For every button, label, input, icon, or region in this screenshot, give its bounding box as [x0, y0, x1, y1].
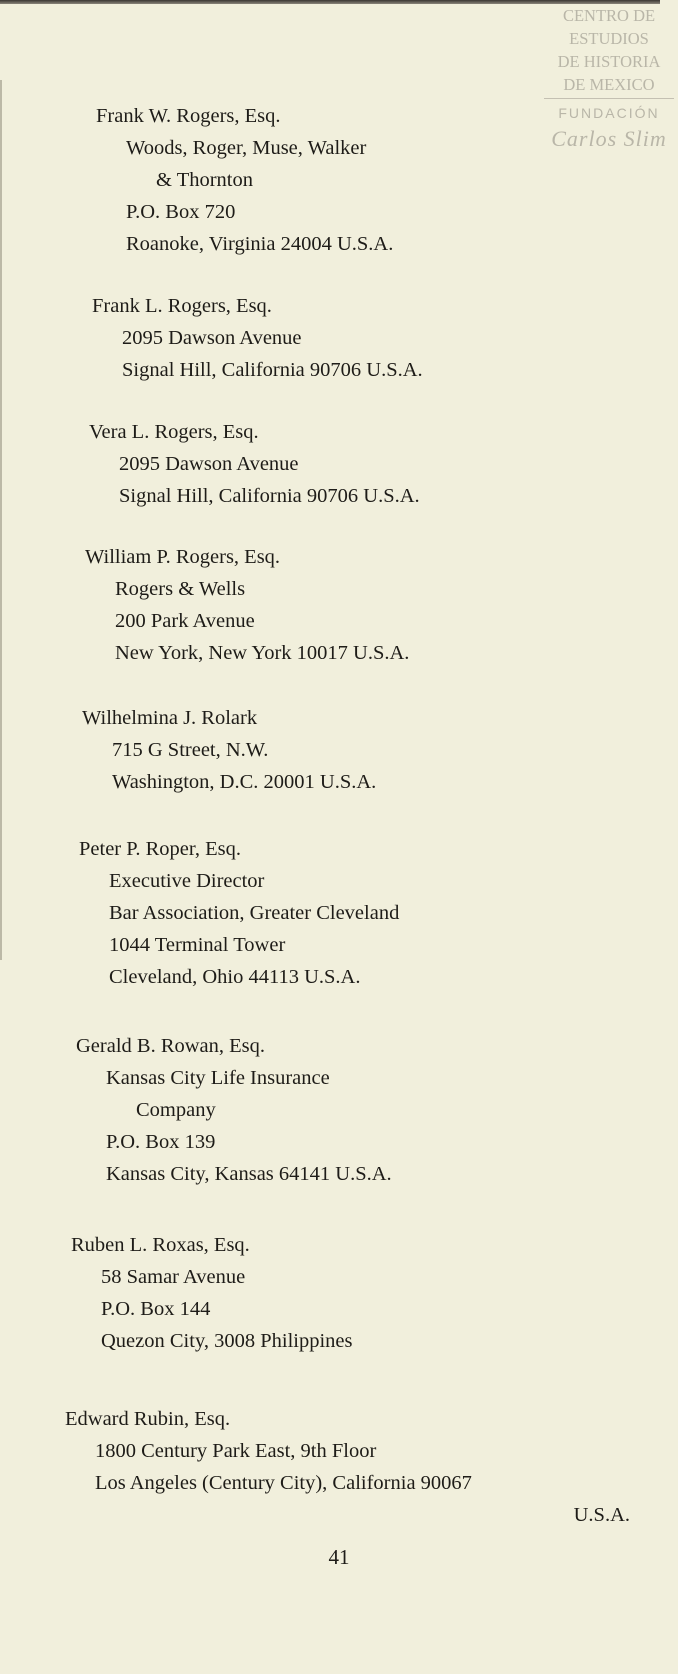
watermark-line-1: CENTRO DE: [562, 6, 656, 25]
entry-address-line: P.O. Box 144: [101, 1298, 211, 1320]
directory-entry: [82, 702, 376, 798]
watermark-line-3: DE HISTORIA: [557, 52, 661, 71]
entry-name: Ruben L. Roxas, Esq.: [71, 1234, 250, 1256]
entry-name: Frank L. Rogers, Esq.: [92, 295, 272, 317]
entry-address-line: Signal Hill, California 90706 U.S.A.: [122, 359, 423, 381]
entry-address-line: Roanoke, Virginia 24004 U.S.A.: [126, 233, 394, 255]
entry-address-line: 715 G Street, N.W.: [112, 739, 269, 761]
entry-address-line: Los Angeles (Century City), California 90067: [95, 1472, 472, 1494]
entry-name: Wilhelmina J. Rolark: [82, 707, 258, 729]
entry-name: Gerald B. Rowan, Esq.: [76, 1035, 266, 1057]
entry-address-line: Rogers & Wells: [115, 578, 246, 600]
directory-entry: [65, 1403, 630, 1527]
entry-address-line: 1800 Century Park East, 9th Floor: [95, 1440, 377, 1462]
entry-address-line: Cleveland, Ohio 44113 U.S.A.: [109, 966, 361, 988]
watermark-line-2: ESTUDIOS: [569, 29, 649, 48]
entry-address-line: New York, New York 10017 U.S.A.: [115, 642, 410, 664]
entry-address-line: 200 Park Avenue: [115, 610, 255, 632]
entry-address-line: Executive Director: [109, 870, 265, 892]
entry-address-line: 2095 Dawson Avenue: [119, 453, 299, 475]
entry-address-line: Quezon City, 3008 Philippines: [101, 1330, 353, 1352]
directory-entry: [96, 100, 393, 260]
entry-address-line: Kansas City, Kansas 64141 U.S.A.: [106, 1163, 392, 1185]
entry-name: Vera L. Rogers, Esq.: [89, 421, 259, 443]
page-number: 41: [328, 1545, 350, 1569]
entry-address-line: 2095 Dawson Avenue: [122, 327, 302, 349]
entry-address-line: Woods, Roger, Muse, Walker: [126, 137, 367, 159]
entry-address-line: 58 Samar Avenue: [101, 1266, 246, 1288]
entry-name: William P. Rogers, Esq.: [85, 546, 281, 568]
entry-address-line: Bar Association, Greater Cleveland: [109, 902, 400, 924]
archive-watermark: [540, 4, 678, 154]
directory-entry: [92, 290, 423, 386]
directory-entry: [85, 541, 409, 669]
watermark-signature: Carlos Slim: [551, 126, 667, 151]
entry-name: Frank W. Rogers, Esq.: [96, 105, 281, 127]
watermark-line-4: DE MEXICO: [563, 75, 655, 94]
directory-entry: [71, 1229, 353, 1357]
entry-address-line: Company: [136, 1099, 216, 1121]
entry-name: Edward Rubin, Esq.: [65, 1408, 231, 1430]
entry-address-line: P.O. Box 139: [106, 1131, 216, 1153]
directory-entry: [79, 833, 399, 993]
watermark-divider: [544, 98, 674, 99]
page-left-shadow: [0, 80, 2, 960]
entry-address-line: Washington, D.C. 20001 U.S.A.: [112, 771, 377, 793]
entry-address-line: U.S.A.: [573, 1504, 630, 1526]
watermark-fundacion: FUNDACIÓN: [558, 105, 660, 121]
entry-address-line: P.O. Box 720: [126, 201, 236, 223]
directory-entry: [76, 1030, 392, 1190]
directory-entry: [89, 416, 420, 512]
entry-address-line: & Thornton: [156, 169, 253, 191]
entry-address-line: 1044 Terminal Tower: [109, 934, 286, 956]
entry-address-line: Kansas City Life Insurance: [106, 1067, 330, 1089]
entry-name: Peter P. Roper, Esq.: [79, 838, 242, 860]
entry-address-line: Signal Hill, California 90706 U.S.A.: [119, 485, 420, 507]
